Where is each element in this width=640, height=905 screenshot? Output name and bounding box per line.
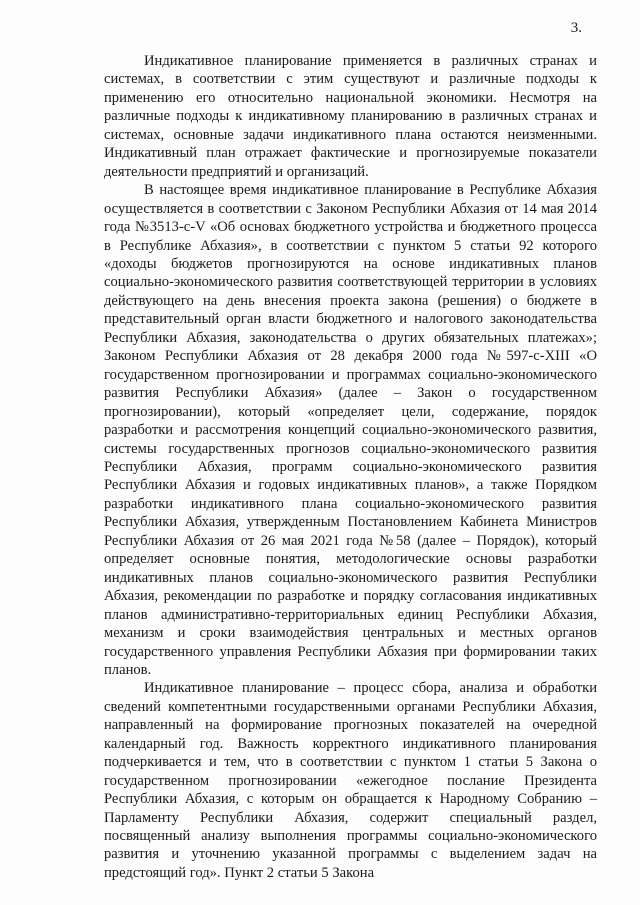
- paragraph-indicative-planning-intro: Индикативное планирование применяется в различных странах и системах, в соответствии с этим существуют и различные подходы к применению его относительно национальной экономики. Несмотря на различные подходы к индикативному планированию в различных странах и системах, основные задачи индикативного плана остаются неизменными. Индикативный план отражает фактические и прогнозируемые показатели деятельности предприятий и организаций.: [104, 53, 597, 180]
- page-number: 3.: [570, 20, 582, 36]
- paragraph-legal-basis: В настоящее время индикативное планирование в Республике Абхазия осуществляется в соответствии с Законом Республики Абхазия от 14 мая 2014 года №3513-с-V «Об основах бюджетного устройства и бюджетного процесса в Республике Абхазия», в соответствии с пунктом 5 статьи 92 которого «доходы бюджетов прогнозируются на основе индикативных планов социально-экономического развития соответствующей территории в условиях действующего на день внесения проекта закона (решения) о бюджете в представительный орган власти бюджетного и налогового законодательства Республики Абхазия, законодательства о других обязательных платежах»; Законом Республики Абхазия от 28 декабря 2000 года №597-с-XIII «О государственном прогнозировании и программах социально-экономического развития Республики Абхазия» (далее – Закон о государственном прогнозировании), который «определяет цели, содержание, порядок разработки и рассмотрения концепций социально-экономического развития, системы государственных прогнозов социально-экономического развития Республики Абхазия, программ социально-экономического развития Республики Абхазия и годовых индикативных планов», а также Порядком разработки индикативного плана социально-экономического развития Республики Абхазия, утвержденным Постановлением Кабинета Министров Республики Абхазия от 26 мая 2021 года №58 (далее – Порядок), который определяет основные понятия, методологические основы разработки индикативных планов социально-экономического развития Республики Абхазия, рекомендации по разработке и порядку согласования индикативных планов административно-территориальных единиц Республики Абхазия, механизм и сроки взаимодействия центральных и местных органов государственного управления Республики Абхазия при формировании таких планов.: [104, 182, 597, 678]
- paragraph-definition: Индикативное планирование – процесс сбора, анализа и обработки сведений компетентными государственными органами Республики Абхазия, направленный на формирование прогнозных показателей на очередной календарный год. Важность корректного индикативного планирования подчеркивается и тем, что в соответствии с пунктом 1 статьи 5 Закона о государственном прогнозировании «ежегодное послание Президента Республики Абхазия, с которым он обращается к Народному Собранию – Парламенту Республики Абхазия, содержит специальный раздел, посвященный анализу выполнения программы социально-экономического развития и уточнению указанной программы с выделением задач на предстоящий год». Пункт 2 статьи 5 Закона: [104, 680, 597, 881]
- body-text: [104, 52, 597, 882]
